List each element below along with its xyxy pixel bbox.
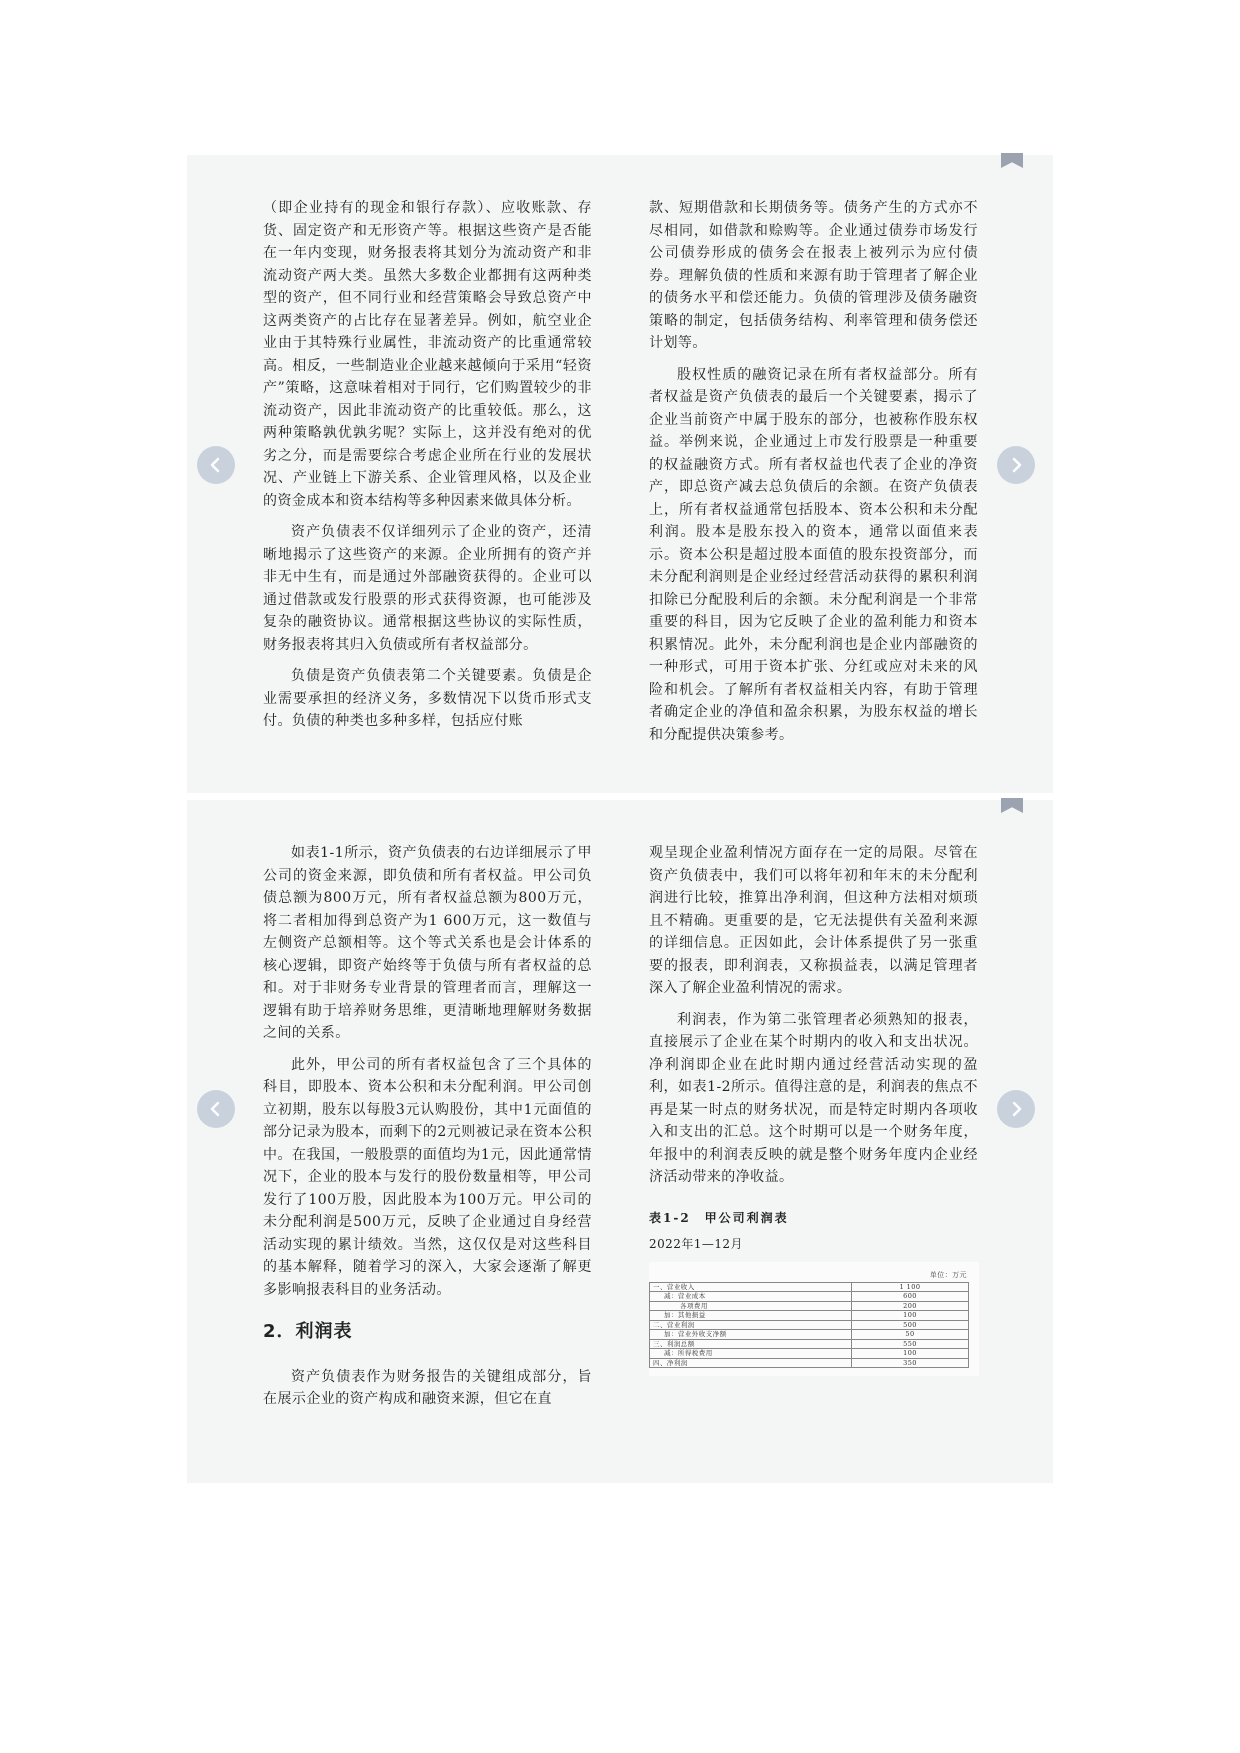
left-page-text — [263, 197, 592, 733]
next-page-button[interactable] — [997, 1090, 1035, 1128]
left-page-text — [263, 842, 592, 1411]
table-row — [650, 1301, 969, 1311]
chevron-right-icon — [1007, 1100, 1025, 1118]
right-page-text — [649, 842, 978, 1376]
paragraph: 负债是资产负债表第二个关键要素。负债是企业需要承担的经济义务，多数情况下以货币形式支付。负债的种类也多种多样，包括应付账 — [263, 668, 592, 729]
paragraph: 股权性质的融资记录在所有者权益部分。所有者权益是资产负债表的最后一个关键要素，揭示了企业当前资产中属于股东的部分，也被称作股东权益。举例来说，企业通过上市发行股票是一种重要的权益融资方式。所有者权益也代表了企业的净资产，即总资产减去总负债后的余额。在资产负债表上，所有者权益通常包括股本、资本公积和未分配利润。股本是股东投入的资本，通常以面值来表示。资本公积是超过股本面值的股东投资部分，而未分配利润则是企业经过经营活动获得的累积利润扣除已分配股利后的余额。未分配利润是一个非常重要的科目，因为它反映了企业的盈利能力和资本积累情况。此外，未分配利润也是企业内部融资的一种形式，可用于资本扩张、分红或应对未来的风险和机会。了解所有者权益相关内容，有助于管理者确定企业的净值和盈余积累，为股东权益的增长和分配提供决策参考。 — [649, 366, 978, 743]
table-cell-value: 100 — [852, 1349, 969, 1359]
paragraph: （即企业持有的现金和银行存款）、应收账款、存货、固定资产和无形资产等。根据这些资产是否能在一年内变现，财务报表将其划分为流动资产和非流动资产两大类。虽然大多数企业都拥有这两种类型的资产，但不同行业和经营策略会导致总资产中这两类资产的占比存在显著差异。例如，航空业企业由于其特殊行业属性，非流动资产的比重通常较高。相反，一些制造业企业越来越倾向于采用“轻资产”策略，这意味着相对于同行，它们购置较少的非流动资产，因此非流动资产的比重较低。那么，这两种策略孰优孰劣呢？实际上，这并没有绝对的优劣之分，而是需要综合考虑企业所在行业的发展状况、产业链上下游关系、企业管理风格，以及企业的资金成本和资本结构等多种因素来做具体分析。 — [263, 200, 592, 509]
table-row — [650, 1311, 969, 1321]
table-row — [650, 1358, 969, 1368]
table-row — [650, 1339, 969, 1349]
next-page-button[interactable] — [997, 446, 1035, 484]
bookmark-icon[interactable] — [1001, 153, 1023, 168]
prev-page-button[interactable] — [197, 446, 235, 484]
table-cell-value: 350 — [852, 1358, 969, 1368]
table-cell-label: 二、营业利润 — [650, 1320, 852, 1330]
table-cell-value: 1 100 — [852, 1282, 969, 1292]
book-spread-1 — [187, 155, 1053, 793]
paragraph: 如表1-1所示，资产负债表的右边详细展示了甲公司的资金来源，即负债和所有者权益。甲公司负债总额为800万元，所有者权益总额为800万元，将二者相加得到总资产为1 600万元，这一数值与左侧资产总额相等。这个等式关系也是会计体系的核心逻辑，即资产始终等于负债与所有者权益的总和。对于非财务专业背景的管理者而言，理解这一逻辑有助于培养财务思维，更清晰地理解财务数据之间的关系。 — [263, 845, 592, 1041]
prev-page-button[interactable] — [197, 1090, 235, 1128]
chevron-right-icon — [1007, 456, 1025, 474]
paragraph: 利润表，作为第二张管理者必须熟知的报表，直接展示了企业在某个时期内的收入和支出状况。净利润即企业在此时期内通过经营活动实现的盈利，如表1-2所示。值得注意的是，利润表的焦点不再是某一时点的财务状况，而是特定时期内各项收入和支出的汇总。这个时期可以是一个财务年度，年报中的利润表反映的就是整个财务年度内企业经济活动带来的净收益。 — [649, 1011, 978, 1185]
income-statement-table — [649, 1282, 969, 1369]
section-heading: 2．利润表 — [263, 1321, 353, 1342]
table-row — [650, 1292, 969, 1302]
paragraph: 此外，甲公司的所有者权益包含了三个具体的科目，即股本、资本公积和未分配利润。甲公司创立初期，股东以每股3元认购股份，其中1元面值的部分记录为股本，而剩下的2元则被记录在资本公积中。在我国，一般股票的面值均为1元，因此通常情况下，企业的股本与发行的股份数量相等，甲公司发行了100万股，因此股本为100万元。甲公司的未分配利润是500万元，反映了企业通过自身经营活动实现的累计绩效。当然，这仅仅是对这些科目的基本解释，随着学习的深入，大家会逐渐了解更多影响报表科目的业务活动。 — [263, 1056, 592, 1298]
table-cell-value: 500 — [852, 1320, 969, 1330]
table-period: 2022年1—12月 — [649, 1237, 743, 1251]
income-statement-image — [649, 1262, 979, 1377]
table-row — [650, 1282, 969, 1292]
right-page-text — [649, 197, 978, 746]
table-unit: 单位：万元 — [929, 1270, 967, 1279]
table-row — [650, 1330, 969, 1340]
paragraph: 观呈现企业盈利情况方面存在一定的局限。尽管在资产负债表中，我们可以将年初和年末的未分配利润进行比较，推算出净利润，但这种方法相对烦琐且不精确。更重要的是，它无法提供有关盈利来源的详细信息。正因如此，会计体系提供了另一张重要的报表，即利润表，又称损益表，以满足管理者深入了解企业盈利情况的需求。 — [649, 845, 978, 996]
paragraph: 资产负债表作为财务报告的关键组成部分，旨在展示企业的资产构成和融资来源，但它在直 — [263, 1368, 592, 1407]
table-cell-value: 550 — [852, 1339, 969, 1349]
chevron-left-icon — [207, 456, 225, 474]
table-cell-label: 四、净利润 — [650, 1358, 852, 1368]
table-cell-label: 三、利润总额 — [650, 1339, 852, 1349]
paragraph: 款、短期借款和长期债务等。债务产生的方式亦不尽相同，如借款和赊购等。企业通过债券市场发行公司债券形成的债务会在报表上被列示为应付债券。理解负债的性质和来源有助于管理者了解企业的债务水平和偿还能力。负债的管理涉及债务融资策略的制定，包括债务结构、利率管理和债务偿还计划等。 — [649, 200, 978, 351]
table-cell-label: 减：营业成本 — [650, 1292, 852, 1302]
table-cell-value: 200 — [852, 1301, 969, 1311]
book-spread-2 — [187, 800, 1053, 1483]
table-cell-value: 100 — [852, 1311, 969, 1321]
table-row — [650, 1349, 969, 1359]
bookmark-icon[interactable] — [1001, 798, 1023, 813]
table-cell-value: 50 — [852, 1330, 969, 1340]
table-row — [650, 1320, 969, 1330]
table-cell-label: 加：营业外收支净额 — [650, 1330, 852, 1340]
table-cell-label: 各项费用 — [650, 1301, 852, 1311]
table-title: 表1-2 甲公司利润表 — [649, 1210, 789, 1225]
table-cell-label: 减：所得税费用 — [650, 1349, 852, 1359]
table-cell-label: 一、营业收入 — [650, 1282, 852, 1292]
table-cell-value: 600 — [852, 1292, 969, 1302]
table-cell-label: 加：其他损益 — [650, 1311, 852, 1321]
chevron-left-icon — [207, 1100, 225, 1118]
paragraph: 资产负债表不仅详细列示了企业的资产，还清晰地揭示了这些资产的来源。企业所拥有的资产并非无中生有，而是通过外部融资获得的。企业可以通过借款或发行股票的形式获得资源，也可能涉及复杂的融资协议。通常根据这些协议的实际性质，财务报表将其归入负债或所有者权益部分。 — [263, 524, 592, 653]
